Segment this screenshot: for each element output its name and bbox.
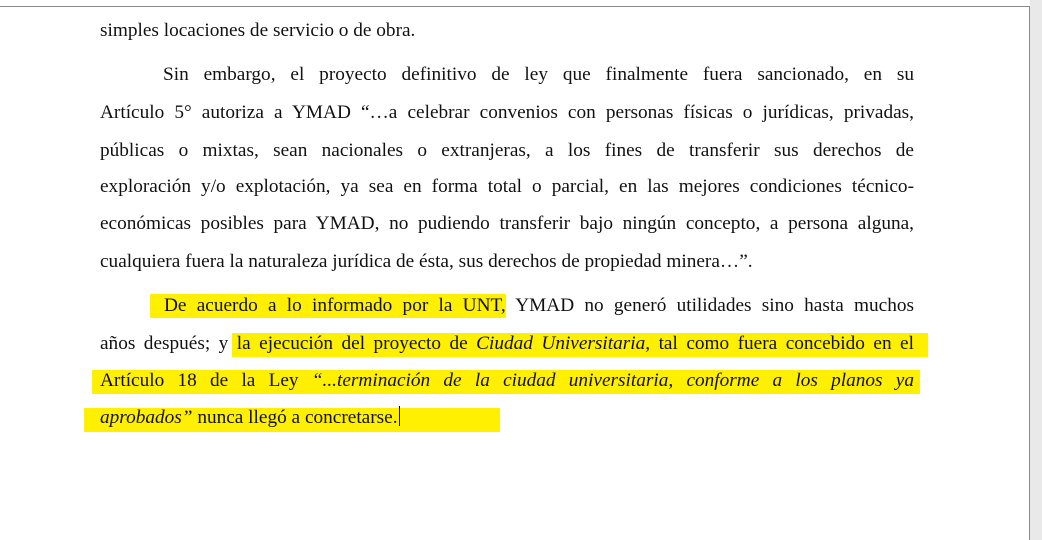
text-run: Sin embargo, el proyecto definitivo de ley que finalmente fuera sancionado, en su: [163, 64, 914, 85]
text-run: exploración y/o explotación, ya sea en forma total o parcial, en las mejores condiciones técnico-: [100, 176, 914, 197]
highlighted-text: la ejecución del proyecto de: [236, 333, 468, 354]
highlighted-italic-text: “...terminación de la ciudad universitaria, conforme a los planos ya: [311, 370, 914, 391]
highlighted-text: Artículo 18 de la Ley: [100, 370, 299, 391]
paragraph-3-line-1: [164, 294, 914, 318]
text-run: cualquiera fuera la naturaleza jurídica de ésta, sus derechos de propiedad minera…”.: [100, 251, 753, 272]
text-run: simples locaciones de servicio o de obra.: [100, 20, 416, 41]
text-run: económicas posibles para YMAD, no pudiendo transferir bajo ningún concepto, a persona alguna,: [100, 213, 914, 234]
page-top-border: [0, 6, 1030, 7]
paragraph-2-line-4: [100, 175, 914, 199]
highlighted-italic-text: aprobados”: [100, 407, 193, 428]
paragraph-3-line-3: [100, 369, 914, 393]
paragraph-1-last-line: [100, 19, 415, 43]
highlighted-text: tal como fuera concebido en el: [658, 333, 914, 354]
text-run: años después; y: [100, 333, 229, 354]
text-run: YMAD no generó utilidades sino hasta muchos: [515, 295, 914, 316]
paragraph-2-line-6: [100, 250, 753, 274]
highlighted-text: nunca llegó a concretarse.: [197, 407, 398, 428]
text-cursor: [399, 406, 400, 426]
paragraph-3-line-2: [100, 332, 914, 356]
paragraph-3-line-4: [100, 406, 400, 430]
text-run: públicas o mixtas, sean nacionales o extranjeras, a los fines de transferir sus derechos de: [100, 140, 914, 161]
paragraph-2-line-2: [100, 101, 914, 125]
text-run: Artículo 5° autoriza a YMAD “…a celebrar convenios con personas físicas o jurídicas, privadas,: [100, 102, 914, 123]
paragraph-2-line-5: [100, 212, 914, 236]
paragraph-2-line-1: [163, 63, 914, 87]
highlighted-italic-text: Ciudad Universitaria,: [476, 333, 651, 354]
paragraph-2-line-3: [100, 139, 914, 163]
scrollbar-track[interactable]: [1030, 0, 1042, 540]
highlighted-text: De acuerdo a lo informado por la UNT,: [164, 295, 506, 316]
